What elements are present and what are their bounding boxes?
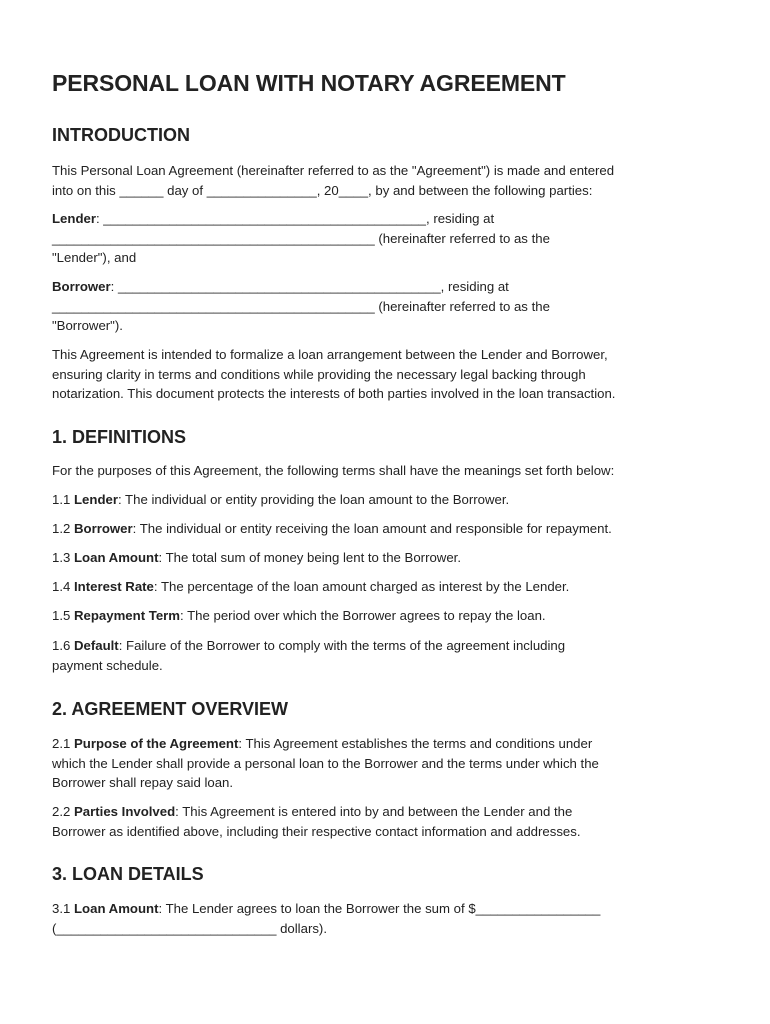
- definition-term: Loan Amount: [74, 550, 159, 565]
- definition-item: [52, 519, 722, 539]
- lender-label: Lender: [52, 211, 96, 226]
- overview-text: which the Lender shall provide a personal loan to the Borrower and the terms under which the: [52, 755, 599, 771]
- overview-text: Borrower shall repay said loan.: [52, 775, 234, 790]
- loan-amount-blank: : The Lender agrees to loan the Borrower the sum of $_________________: [158, 901, 601, 916]
- definition-number: 1.1: [52, 492, 74, 507]
- document-title: PERSONAL LOAN WITH NOTARY AGREEMENT: [52, 70, 566, 96]
- purpose-paragraph: [52, 345, 722, 404]
- overview-term: Purpose of the Agreement: [74, 736, 239, 751]
- lender-clause: [52, 209, 722, 268]
- definition-number: 1.5: [52, 608, 74, 623]
- introduction-line: This Personal Loan Agreement (hereinafter referred to as the "Agreement") is made and entered: [52, 163, 615, 178]
- definition-item: [52, 490, 722, 510]
- borrower-label: Borrower: [52, 279, 111, 294]
- definition-text: : Failure of the Borrower to comply with the terms of the agreement including: [118, 638, 566, 653]
- definition-term: Borrower: [74, 521, 133, 536]
- definition-text: : The total sum of money being lent to the Borrower.: [158, 550, 461, 565]
- purpose-line: This Agreement is intended to formalize a loan arrangement between the Lender and Borrower,: [52, 347, 608, 362]
- borrower-address-blank: ____________________________________________ (hereinafter referred to as the: [52, 298, 550, 314]
- definition-item: [52, 577, 722, 597]
- overview-text: : This Agreement is entered into by and between the Lender and the: [175, 804, 573, 819]
- definition-item: [52, 636, 722, 675]
- definition-term: Lender: [74, 492, 118, 507]
- definition-number: 1.2: [52, 521, 74, 536]
- definitions-heading: 1. DEFINITIONS: [52, 427, 187, 447]
- definition-number: 1.6: [52, 638, 74, 653]
- definitions-intro: For the purposes of this Agreement, the following terms shall have the meanings set forth below:: [52, 463, 615, 478]
- overview-item-purpose: [52, 734, 722, 793]
- definition-number: 1.4: [52, 579, 74, 594]
- definition-item: [52, 548, 722, 568]
- definition-term: Interest Rate: [74, 579, 154, 594]
- purpose-line: notarization. This document protects the interests of both parties involved in the loan transaction.: [52, 386, 616, 401]
- introduction-heading: INTRODUCTION: [52, 125, 190, 145]
- introduction-paragraph: [52, 161, 722, 200]
- definition-term: Default: [74, 638, 119, 653]
- lender-name-blank: : ____________________________________________, residing at: [95, 211, 495, 226]
- overview-heading: 2. AGREEMENT OVERVIEW: [52, 699, 289, 719]
- loan-amount-clause: [52, 899, 722, 938]
- lender-address-blank: ____________________________________________ (hereinafter referred to as the: [52, 230, 550, 246]
- definition-text: payment schedule.: [52, 657, 163, 673]
- definition-text: : The period over which the Borrower agrees to repay the loan.: [180, 608, 546, 623]
- overview-number: 2.2: [52, 804, 74, 819]
- borrower-definition: "Borrower").: [52, 318, 123, 333]
- overview-item-parties: [52, 802, 722, 841]
- definition-number: 1.3: [52, 550, 74, 565]
- purpose-line: ensuring clarity in terms and conditions while providing the necessary legal backing through: [52, 366, 586, 382]
- definition-text: : The individual or entity receiving the loan amount and responsible for repayment.: [132, 521, 612, 536]
- loan-term: Loan Amount: [74, 901, 159, 916]
- definition-item: [52, 606, 722, 626]
- loan-amount-words-blank: (______________________________ dollars).: [52, 920, 327, 936]
- overview-term: Parties Involved: [74, 804, 176, 819]
- definition-term: Repayment Term: [74, 608, 181, 623]
- loan-number: 3.1: [52, 901, 74, 916]
- definition-text: : The individual or entity providing the loan amount to the Borrower.: [117, 492, 510, 507]
- loan-details-heading: 3. LOAN DETAILS: [52, 864, 204, 884]
- overview-text: : This Agreement establishes the terms and conditions under: [238, 736, 593, 751]
- overview-text: Borrower as identified above, including their respective contact information and addresses.: [52, 823, 581, 839]
- definition-text: : The percentage of the loan amount charged as interest by the Lender.: [153, 579, 570, 594]
- borrower-name-blank: : ____________________________________________, residing at: [110, 279, 509, 294]
- borrower-clause: [52, 277, 722, 336]
- overview-number: 2.1: [52, 736, 74, 751]
- introduction-line: into on this ______ day of _______________, 20____, by and between the following parties:: [52, 182, 593, 198]
- lender-definition: "Lender"), and: [52, 250, 137, 265]
